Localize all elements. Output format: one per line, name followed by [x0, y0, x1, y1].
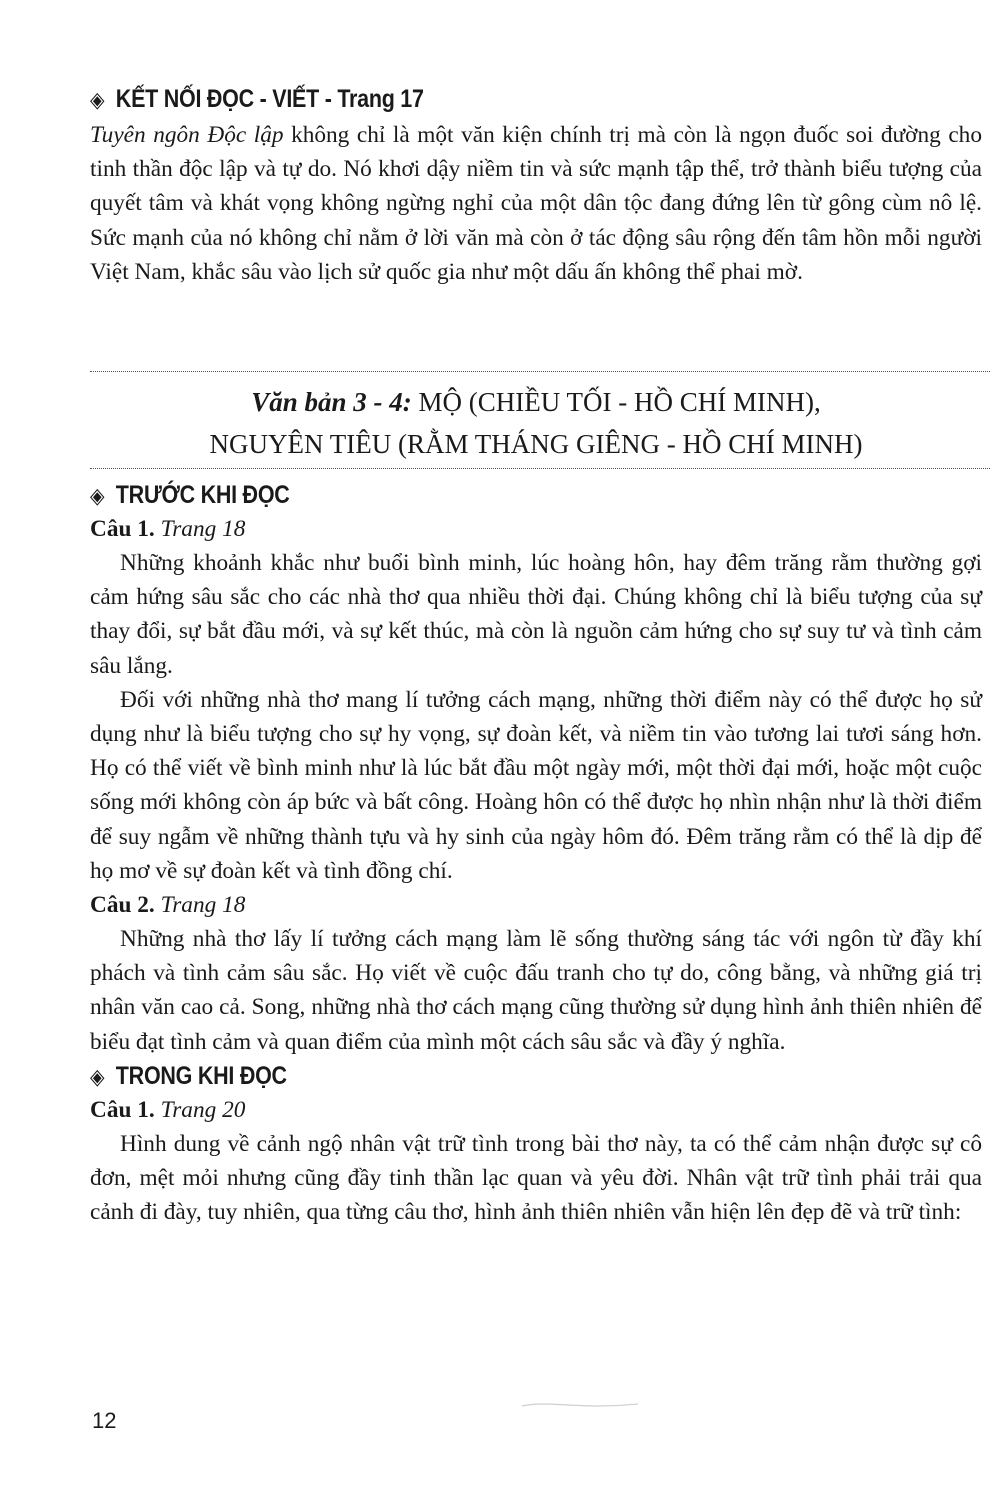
paragraph: Hình dung về cảnh ngộ nhân vật trữ tình trong bài thơ này, ta có thể cảm nhận được sự cô đơn, mệt mỏi nhưng cũng đầy tinh thần lạc quan và yêu đời. Nhân vật trữ tình phải trải qua cảnh đi đày, tuy nhiên, qua từng câu thơ, hình ảnh thiên nhiên vẫn hiện lên đẹp đẽ và trữ tình:: [90, 1130, 982, 1226]
section-ket-noi: [90, 82, 982, 289]
divider: [90, 468, 990, 469]
lesson-title-line1: [90, 381, 982, 423]
section-heading: [90, 1059, 857, 1093]
lesson-title-line1-text: MỘ (CHIỀU TỐI - HỒ CHÍ MINH),: [411, 387, 821, 417]
question-number: Câu 1.: [90, 1096, 155, 1123]
paragraph: Những nhà thơ lấy lí tưởng cách mạng làm lẽ sống thường sáng tác với ngôn từ đầy khí phách và tình cảm sâu sắc. Họ viết về cuộc đấu tranh cho tự do, công bằng, và những giá trị nhân văn cao cả. Song, những nhà thơ cách mạng cũng thường sử dụng hình ảnh thiên nhiên để biểu đạt tình cảm và quan điểm của mình một cách sâu sắc và đầy ý nghĩa.: [90, 926, 982, 1055]
section-heading-text: TRONG KHI ĐỌC: [115, 1061, 287, 1090]
paragraph-text: không chỉ là một văn kiện chính trị mà còn là ngọn đuốc soi đường cho tinh thần độc lập và tự do. Nó khơi dậy niềm tin và sức mạnh tập thể, trở thành biểu tượng của quyết tâm và khát vọng không ngừng nghỉ của một dân tộc đang đứng lên từ gông cùm nô lệ. Sức mạnh của nó không chỉ nằm ở lời văn mà còn ở tác động sâu rộng đến tâm hồn mỗi người Việt Nam, khắc sâu vào lịch sử quốc gia như một dấu ấn không thể phai mờ.: [90, 122, 982, 285]
question-number: Câu 1.: [90, 516, 155, 542]
section-heading: [90, 478, 857, 512]
question-page: Trang 18: [160, 516, 246, 542]
question-label: [90, 512, 982, 546]
paragraph: Những khoảnh khắc như buổi bình minh, lúc hoàng hôn, hay đêm trăng rằm thường gợi cảm hứng sâu sắc cho các nhà thơ qua nhiều thời đại. Chúng không chỉ là biểu tượng của sự thay đổi, sự bắt đầu mới, và sự kết thúc, mà còn là nguồn cảm hứng cho sự suy tư và tình cảm sâu lắng.: [90, 550, 982, 679]
diamond-bullet-icon: ◈: [90, 87, 105, 112]
diamond-bullet-icon: ◈: [90, 483, 105, 508]
section-truoc-khi-doc: [90, 478, 982, 1229]
page-number: 12: [92, 1408, 117, 1433]
document-title-italic: Tuyên ngôn Độc lập: [90, 122, 284, 148]
lesson-title: [90, 381, 982, 465]
question-label: [90, 1093, 982, 1127]
paragraph: [90, 118, 982, 289]
question-page: Trang 20: [160, 1096, 246, 1123]
lesson-title-line2: NGUYÊN TIÊU (RẰM THÁNG GIÊNG - HỒ CHÍ MINH): [209, 429, 863, 459]
section-heading: [90, 82, 857, 116]
divider: [90, 371, 990, 372]
question-page: Trang 18: [160, 892, 246, 919]
decorative-squiggle-icon: [520, 1398, 640, 1412]
diamond-bullet-icon: ◈: [90, 1063, 105, 1089]
paragraph: Đối với những nhà thơ mang lí tưởng cách mạng, những thời điểm này có thể được họ sử dụng như là biểu tượng cho sự hy vọng, sự đoàn kết, và niềm tin vào tương lai tươi sáng hơn. Họ có thể viết về bình minh như là lúc bắt đầu một ngày mới, một thời đại mới, hoặc một cuộc sống mới không còn áp bức và bất công. Hoàng hôn có thể được họ nhìn nhận như là thời điểm để suy ngẫm về những thành tựu và hy sinh của ngày hôm đó. Đêm trăng rằm có thể là dịp để họ mơ về sự đoàn kết và tình đồng chí.: [90, 686, 982, 884]
lesson-title-prefix: Văn bản 3 - 4:: [251, 387, 412, 417]
section-heading-text: KẾT NỐI ĐỌC - VIẾT - Trang 17: [115, 85, 424, 113]
section-heading-text: TRƯỚC KHI ĐỌC: [115, 481, 290, 509]
question-number: Câu 2.: [90, 892, 155, 919]
question-label: [90, 888, 982, 922]
